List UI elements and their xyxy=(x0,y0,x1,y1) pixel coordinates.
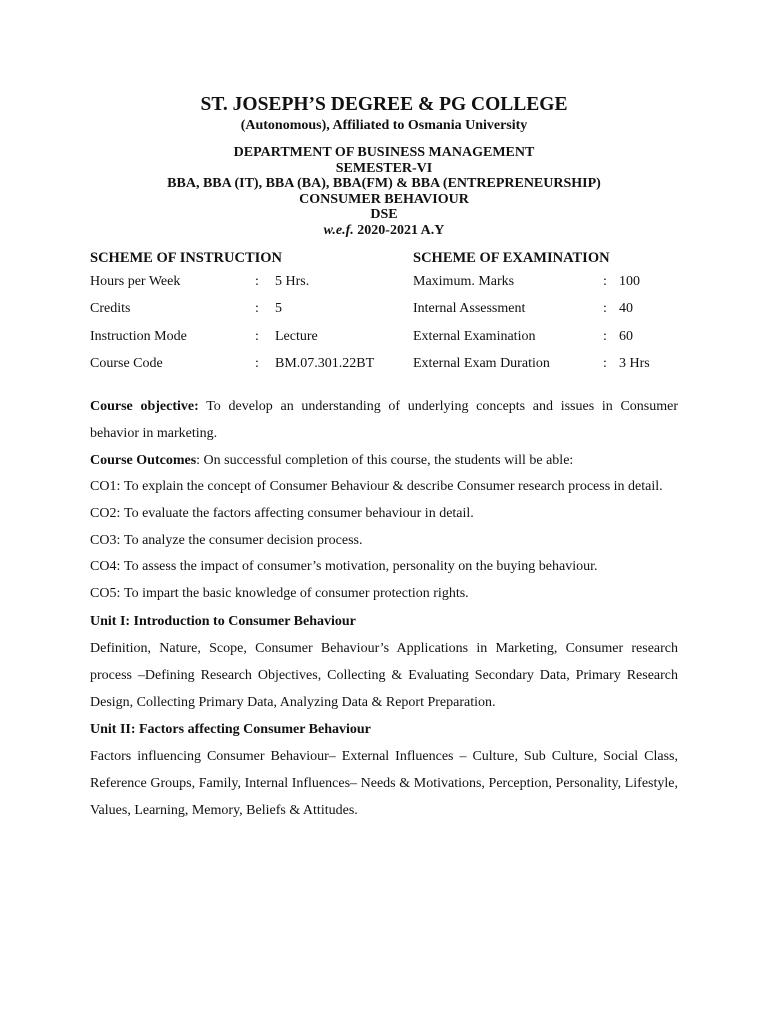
units-list xyxy=(90,608,678,824)
outcome-code: CO1: xyxy=(90,479,121,494)
course-outcomes-list xyxy=(90,474,678,608)
objective-label: Course objective: xyxy=(90,399,199,414)
course-outcome-item xyxy=(90,581,678,608)
instruction-label: Instruction Mode xyxy=(90,328,187,344)
programs: BBA, BBA (IT), BBA (BA), BBA(FM) & BBA (ENTREPRENEURSHIP) xyxy=(167,176,601,191)
outcome-text: To assess the impact of consumer’s motivation, personality on the buying behaviour. xyxy=(124,559,598,575)
affiliation: (Autonomous), Affiliated to Osmania University xyxy=(240,118,528,133)
wef-prefix: w.e.f. xyxy=(323,222,354,238)
unit-content: Definition, Nature, Scope, Consumer Behaviour’s Applications in Marketing, Consumer research process –Defining Research Objectives, Collecting & Evaluating Secondary Data, Primary Research Design, Collecting Primary Data, Analyzing Data & Report Preparation. xyxy=(90,640,678,710)
scheme-headings xyxy=(90,250,690,268)
unit-content: Factors influencing Consumer Behaviour– External Influences – Culture, Sub Culture, Social Class, Reference Groups, Family, Internal Influences– Needs & Motivations, Perception, Personality, Lifestyle, Values, Learning, Memory, Beliefs & Attitudes. xyxy=(90,748,678,818)
examination-value: 100 xyxy=(619,273,640,289)
separator: : xyxy=(255,301,259,317)
scheme-table xyxy=(90,250,690,378)
examination-label: Maximum. Marks xyxy=(413,273,515,289)
document-body xyxy=(90,393,678,824)
effective-year xyxy=(0,223,768,239)
scheme-row xyxy=(90,351,690,379)
scheme-row xyxy=(90,296,690,324)
examination-heading: SCHEME OF EXAMINATION xyxy=(413,250,610,266)
course-outcome-item xyxy=(90,528,678,555)
examination-value: 60 xyxy=(619,328,633,344)
separator: : xyxy=(255,356,259,372)
examination-label: External Exam Duration xyxy=(413,356,550,372)
instruction-value: Lecture xyxy=(275,328,318,344)
examination-value: 3 Hrs xyxy=(619,356,650,372)
course-outcome-item xyxy=(90,501,678,528)
outcome-text: To evaluate the factors affecting consumer behaviour in detail. xyxy=(124,505,474,521)
outcome-code: CO4: xyxy=(90,559,121,575)
wef-year: 2020-2021 A.Y xyxy=(353,222,445,238)
outcome-text: To analyze the consumer decision process. xyxy=(124,532,363,548)
examination-label: Internal Assessment xyxy=(413,301,526,317)
college-name: ST. JOSEPH’S DEGREE & PG COLLEGE xyxy=(200,94,568,115)
instruction-value: 5 xyxy=(275,301,282,317)
instruction-value: 5 Hrs. xyxy=(275,273,310,289)
outcome-code: CO2: xyxy=(90,505,121,521)
examination-value: 40 xyxy=(619,301,633,317)
course-outcome-item xyxy=(90,554,678,581)
course-objective xyxy=(90,393,678,447)
examination-label: External Examination xyxy=(413,328,536,344)
document-header xyxy=(0,92,768,238)
outcome-code: CO3: xyxy=(90,532,121,548)
instruction-label: Hours per Week xyxy=(90,273,181,289)
instruction-heading: SCHEME OF INSTRUCTION xyxy=(90,250,283,266)
course-type: DSE xyxy=(370,207,398,222)
semester: SEMESTER-VI xyxy=(335,160,433,176)
instruction-value: BM.07.301.22BT xyxy=(275,356,375,372)
outcome-text: To explain the concept of Consumer Behaviour & describe Consumer research process in detail. xyxy=(124,479,663,494)
unit-title: Unit II: Factors affecting Consumer Behaviour xyxy=(90,721,371,737)
scheme-row xyxy=(90,323,690,351)
course-title: CONSUMER BEHAVIOUR xyxy=(299,191,469,207)
outcomes-label: Course Outcomes xyxy=(90,453,197,468)
instruction-label: Credits xyxy=(90,301,131,317)
objective-text: To develop an understanding of underlying concepts and issues in Consumer behavior in marketing. xyxy=(90,399,678,441)
scheme-rows xyxy=(90,268,690,378)
separator: : xyxy=(603,273,607,289)
unit-title: Unit I: Introduction to Consumer Behaviour xyxy=(90,613,356,629)
course-outcomes-intro xyxy=(90,447,678,474)
separator: : xyxy=(603,356,607,372)
separator: : xyxy=(603,301,607,317)
outcome-text: To impart the basic knowledge of consumer protection rights. xyxy=(124,586,469,602)
course-outcome-item xyxy=(90,474,678,501)
separator: : xyxy=(603,328,607,344)
scheme-row xyxy=(90,268,690,296)
separator: : xyxy=(255,328,259,344)
department: DEPARTMENT OF BUSINESS MANAGEMENT xyxy=(233,145,535,160)
outcomes-text: : On successful completion of this course, the students will be able: xyxy=(196,453,574,468)
separator: : xyxy=(255,273,259,289)
instruction-label: Course Code xyxy=(90,356,163,372)
outcome-code: CO5: xyxy=(90,586,121,602)
